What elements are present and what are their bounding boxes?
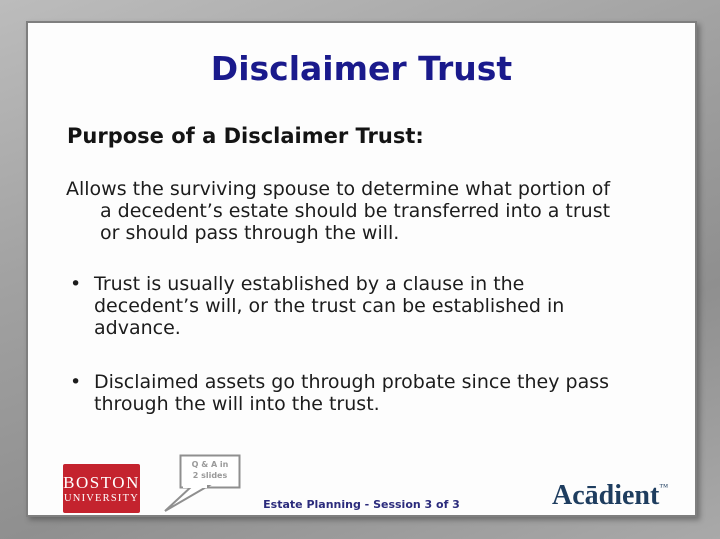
acadient-logo-text: Acādient [552, 480, 660, 511]
bullet-icon: • [70, 273, 82, 295]
paragraph-line: a decedent’s estate should be transferred into a trust [100, 200, 611, 222]
page-title: Disclaimer Trust [210, 49, 513, 88]
paragraph-line: or should pass through the will. [100, 222, 400, 244]
acadient-logo [552, 480, 668, 512]
bullet-item-line: decedent’s will, or the trust can be established in [94, 295, 565, 317]
bullet-item-line: advance. [94, 317, 181, 339]
paragraph-line: Allows the surviving spouse to determine what portion of [66, 178, 611, 200]
bu-logo-line2: UNIVERSITY [64, 492, 139, 504]
bu-logo-line1: BOSTON [63, 472, 140, 492]
trademark-symbol: ™ [659, 482, 669, 492]
bullet-icon: • [70, 371, 82, 393]
bullet-item-line: through the will into the trust. [94, 393, 380, 415]
qa-callout-line2: 2 slides [192, 471, 228, 480]
purpose-heading: Purpose of a Disclaimer Trust: [67, 124, 424, 148]
slide [26, 21, 697, 517]
qa-callout-line1: Q & A in [191, 460, 229, 469]
bullet-item-line: Disclaimed assets go through probate since they pass [94, 371, 610, 393]
bullet-item-line: Trust is usually established by a clause in the [94, 273, 525, 295]
session-label: Estate Planning - Session 3 of 3 [263, 498, 460, 511]
qa-callout-text [181, 459, 239, 481]
